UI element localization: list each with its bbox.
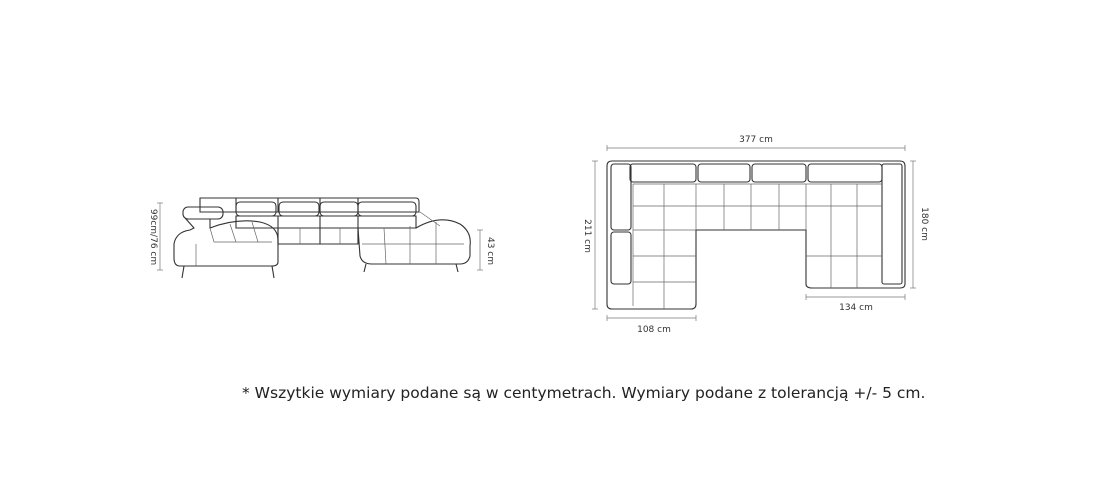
side-headrest-3 xyxy=(320,202,358,216)
side-chaise-left xyxy=(174,219,278,266)
side-view xyxy=(148,198,495,278)
side-backrest xyxy=(200,198,419,212)
side-height-label: 99cm/76 cm xyxy=(148,208,158,266)
top-right-arm-width-label: 134 cm xyxy=(839,303,873,313)
side-headrest-4 xyxy=(358,202,416,216)
top-width-label: 377 cm xyxy=(739,135,773,145)
side-seat-middle xyxy=(278,228,358,244)
side-headrest-2 xyxy=(279,202,319,216)
top-headrest-1 xyxy=(630,164,696,182)
top-left-back-2 xyxy=(611,232,631,284)
side-seat-height-label: 43 cm xyxy=(485,236,495,266)
top-headrest-3 xyxy=(752,164,806,182)
top-headrest-4 xyxy=(808,164,882,182)
footnote: * Wszytkie wymiary podane są w centymetrach. Wymiary podane z tolerancją +/- 5 cm. xyxy=(242,384,926,402)
top-outline xyxy=(607,161,905,309)
side-chaise-right xyxy=(358,220,470,264)
top-right-depth-label: 180 cm xyxy=(919,207,929,241)
top-headrest-2 xyxy=(698,164,750,182)
top-view xyxy=(582,135,929,335)
top-left-arm-width-label: 108 cm xyxy=(637,325,671,335)
top-right-arm xyxy=(882,164,902,284)
side-headrest-left xyxy=(183,207,223,219)
side-headrest-1 xyxy=(236,202,276,216)
top-left-back-1 xyxy=(611,164,631,230)
top-left-depth-label: 211 cm xyxy=(582,219,592,253)
